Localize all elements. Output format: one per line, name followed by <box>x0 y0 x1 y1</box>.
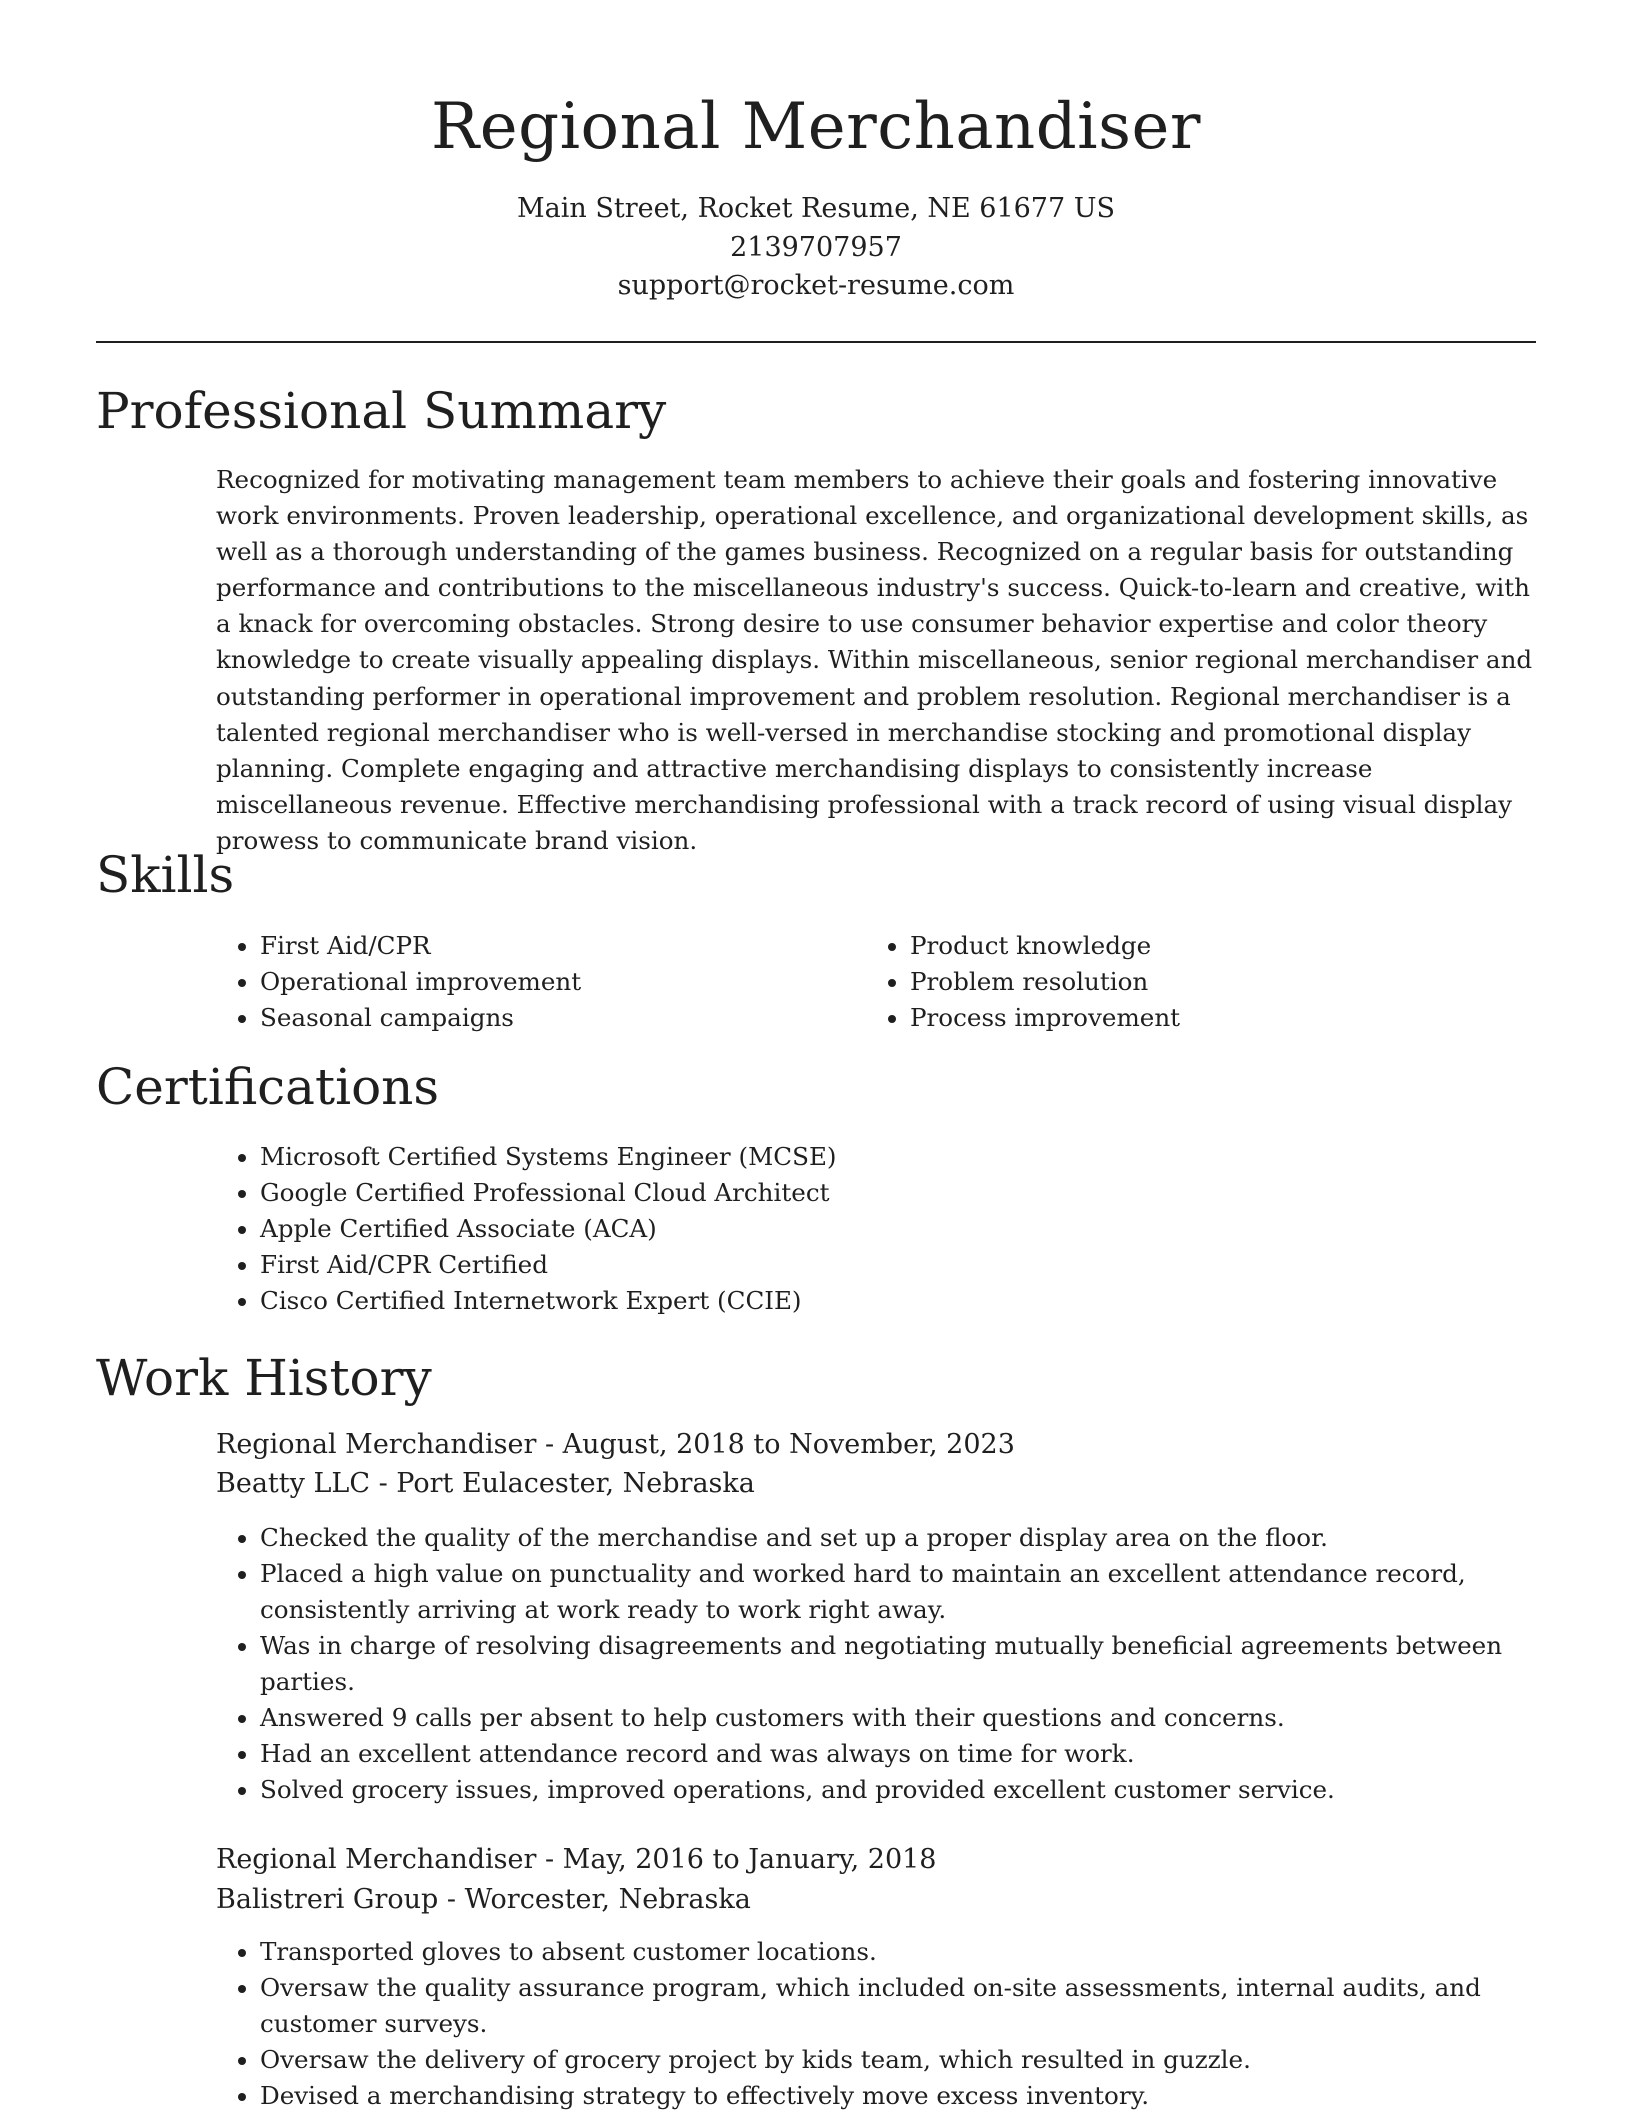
list-item: • Checked the quality of the merchandise and set up a proper display area on the floor. <box>260 1520 1582 1556</box>
address: Main Street, Rocket Resume, NE 61677 US <box>517 193 1115 224</box>
list-item: • Oversaw the delivery of grocery project by kids team, which resulted in guzzle. <box>260 2042 1582 2078</box>
email: support@rocket-resume.com <box>617 270 1015 301</box>
phone: 2139707957 <box>730 232 902 263</box>
job-dates: May, 2016 to January, 2018 <box>562 1844 937 1875</box>
resume-title: Regional Merchandiser <box>431 90 1201 164</box>
list-item: • Solved grocery issues, improved operations, and provided excellent customer service. <box>260 1772 1582 1808</box>
skills-list-left <box>216 928 860 1036</box>
list-item: • Cisco Certified Internetwork Expert (CCIE) <box>260 1283 1560 1319</box>
job-dates: August, 2018 to November, 2023 <box>562 1429 1015 1460</box>
job-title-line: Regional Merchandiser - May, 2016 to January, 2018 <box>216 1844 937 1875</box>
list-item: • Microsoft Certified Systems Engineer (MCSE) <box>260 1139 1560 1175</box>
list-item: • Oversaw the quality assurance program, which included on-site assessments, internal audits, and customer surveys. <box>260 1970 1582 2042</box>
job-location: Port Eulacester, Nebraska <box>396 1468 755 1499</box>
job-company: Balistreri Group <box>216 1884 439 1915</box>
list-item: • Operational improvement <box>260 964 860 1000</box>
skills-list-right <box>866 928 1510 1036</box>
job-company: Beatty LLC <box>216 1468 370 1499</box>
job-role: Regional Merchandiser <box>216 1844 537 1875</box>
job-bullets <box>216 1520 1582 1808</box>
list-item: • First Aid/CPR <box>260 928 860 964</box>
work-history-heading: Work History <box>96 1349 432 1407</box>
job-title-line: Regional Merchandiser - August, 2018 to November, 2023 <box>216 1429 1015 1460</box>
job-company-line: Beatty LLC - Port Eulacester, Nebraska <box>216 1468 755 1499</box>
list-item: • Problem resolution <box>910 964 1510 1000</box>
list-item: • Had an excellent attendance record and was always on time for work. <box>260 1736 1582 1772</box>
list-item: • Product knowledge <box>910 928 1510 964</box>
summary-text: Recognized for motivating management team members to achieve their goals and fostering innovative work environments. Proven leadership, operational excellence, and organizational development skills, as well as a thorough understanding of the games business. Recognized on a regular basis for outstanding performance and contributions to the miscellaneous industry's success. Quick-to-learn and creative, with a knack for overcoming obstacles. Strong desire to use consumer behavior expertise and color theory knowledge to create visually appealing displays. Within miscellaneous, senior regional merchandiser and outstanding performer in operational improvement and problem resolution. Regional merchandiser is a talented regional merchandiser who is well-versed in merchandise stocking and promotional display planning. Complete engaging and attractive merchandising displays to consistently increase miscellaneous revenue. Effective merchandising professional with a track record of using visual display prowess to communicate brand vision. <box>216 465 1533 855</box>
list-item: • Answered 9 calls per absent to help customers with their questions and concerns. <box>260 1700 1582 1736</box>
certifications-list <box>216 1139 1560 1319</box>
list-item: • Placed a high value on punctuality and worked hard to maintain an excellent attendance record, consistently arriving at work ready to work right away. <box>260 1556 1582 1628</box>
list-item: • Was in charge of resolving disagreements and negotiating mutually beneficial agreements between parties. <box>260 1628 1582 1700</box>
job-company-line: Balistreri Group - Worcester, Nebraska <box>216 1884 751 1915</box>
list-item: • Seasonal campaigns <box>260 1000 860 1036</box>
list-item: • Apple Certified Associate (ACA) <box>260 1211 1560 1247</box>
list-item: • First Aid/CPR Certified <box>260 1247 1560 1283</box>
job-bullets <box>216 1934 1582 2114</box>
list-item: • Devised a merchandising strategy to effectively move excess inventory. <box>260 2078 1582 2114</box>
header-divider <box>96 341 1536 343</box>
list-item: • Google Certified Professional Cloud Architect <box>260 1175 1560 1211</box>
job-role: Regional Merchandiser <box>216 1429 537 1460</box>
list-item: • Process improvement <box>910 1000 1510 1036</box>
certifications-heading: Certifications <box>96 1058 440 1116</box>
skills-heading: Skills <box>96 846 235 904</box>
summary-heading: Professional Summary <box>96 382 667 440</box>
job-location: Worcester, Nebraska <box>464 1884 751 1915</box>
list-item: • Transported gloves to absent customer locations. <box>260 1934 1582 1970</box>
